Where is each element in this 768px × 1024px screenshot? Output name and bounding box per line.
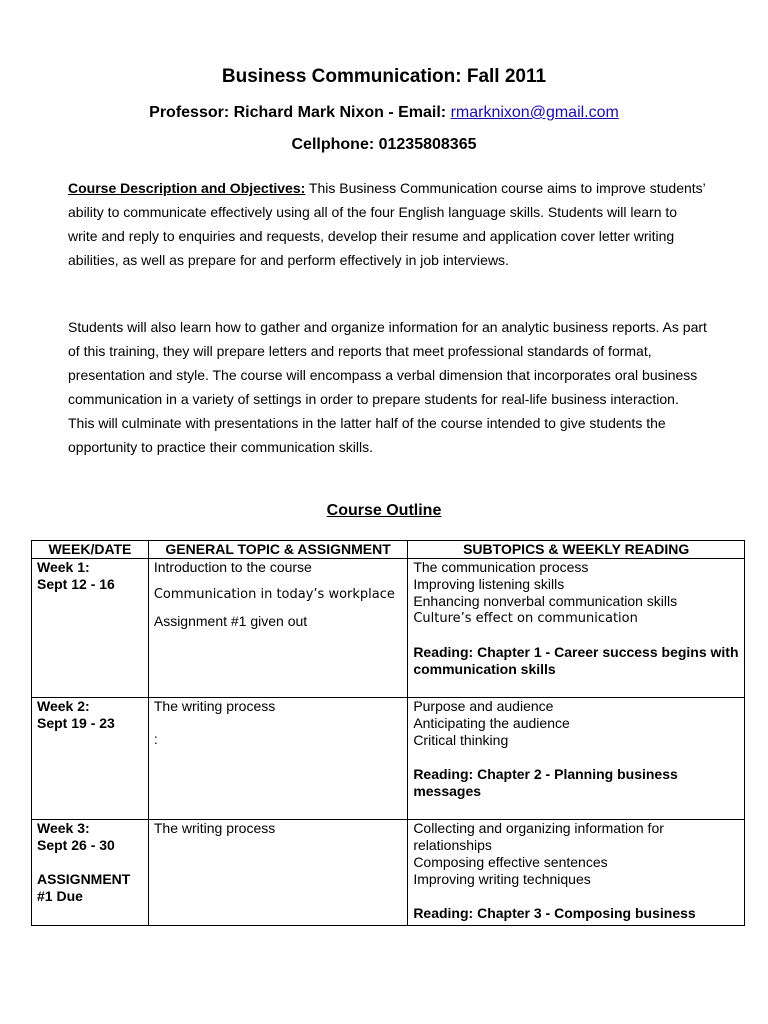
week-cell <box>32 698 149 820</box>
professor-line <box>0 104 768 122</box>
subtopic-item: The communication process <box>413 559 589 575</box>
topic-item: Assignment #1 given out <box>153 613 308 629</box>
description-heading: Course Description and Objectives: <box>68 180 306 196</box>
subtopic-item: Critical thinking <box>413 732 509 748</box>
outline-title: Course Outline <box>326 502 442 519</box>
week-label: Week 3: <box>37 820 90 836</box>
table-row <box>32 559 745 698</box>
header-week: WEEK/DATE <box>32 541 149 559</box>
subtopic-item: Improving writing techniques <box>413 871 591 887</box>
topic-cell <box>148 698 407 820</box>
topic-item: Communication in today’s workplace <box>153 587 395 602</box>
week-dates: Sept 19 - 23 <box>37 715 115 731</box>
table-row <box>32 698 745 820</box>
reading-item: Reading: Chapter 2 - Planning business messages <box>413 766 678 799</box>
week-cell <box>32 559 149 698</box>
description-paragraph <box>68 176 708 272</box>
table-row <box>32 820 745 926</box>
reading-item: Reading: Chapter 1 - Career success begins with communication skills <box>413 644 739 677</box>
assignment-note: ASSIGNMENT #1 Due <box>37 871 131 904</box>
week-label: Week 1: <box>37 559 90 575</box>
subtopics-cell <box>408 559 745 698</box>
table-header-row <box>32 541 745 559</box>
subtopic-item: Composing effective sentences <box>413 854 608 870</box>
subtopics-cell <box>408 820 745 926</box>
description-text: This Business Communication course aims to improve students’ ability to communicate effectively using all of the four English language skills. Students will learn to write and reply to enquiries and requests, develop their resume and application cover letter writing abilities, as well as prepare for and perform effectively in job interviews. <box>68 180 706 268</box>
topic-item: Introduction to the course <box>153 559 312 575</box>
description-paragraph-2: Students will also learn how to gather and organize information for an analytic business reports. As part of this training, they will prepare letters and reports that meet professional standards of format, presentation and style. The course will encompass a verbal dimension that incorporates oral business communication in a variety of settings in order to prepare students for real-life business interaction. This will culminate with presentations in the latter half of the course intended to give students the opportunity to practice their communication skills. <box>68 319 707 455</box>
subtopics-cell <box>408 698 745 820</box>
subtopic-item: Anticipating the audience <box>413 715 570 731</box>
topic-cell <box>148 820 407 926</box>
topic-cell <box>148 559 407 698</box>
week-dates: Sept 12 - 16 <box>37 576 115 592</box>
email-link[interactable]: rmarknixon@gmail.com <box>450 104 619 121</box>
week-label: Week 2: <box>37 698 90 714</box>
week-dates: Sept 26 - 30 <box>37 837 115 853</box>
course-outline-table <box>31 540 745 926</box>
cellphone-line: Cellphone: 01235808365 <box>291 136 477 153</box>
subtopic-item: Improving listening skills <box>413 576 565 592</box>
subtopic-item: Culture’s effect on communication <box>413 611 638 626</box>
reading-item: Reading: Chapter 3 - Composing business <box>413 905 696 921</box>
week-cell <box>32 820 149 926</box>
document-title: Business Communication: Fall 2011 <box>221 66 547 87</box>
header-subtopics: SUBTOPICS & WEEKLY READING <box>408 541 745 559</box>
topic-item: The writing process <box>153 820 276 836</box>
subtopic-item: Purpose and audience <box>413 698 554 714</box>
topic-item: The writing process <box>153 698 276 714</box>
header-topic: GENERAL TOPIC & ASSIGNMENT <box>148 541 407 559</box>
subtopic-item: Collecting and organizing information for relationships <box>413 820 664 853</box>
subtopic-item: Enhancing nonverbal communication skills <box>413 593 678 609</box>
topic-item: : <box>153 731 158 747</box>
professor-name: Professor: Richard Mark Nixon - Email: <box>149 104 451 121</box>
